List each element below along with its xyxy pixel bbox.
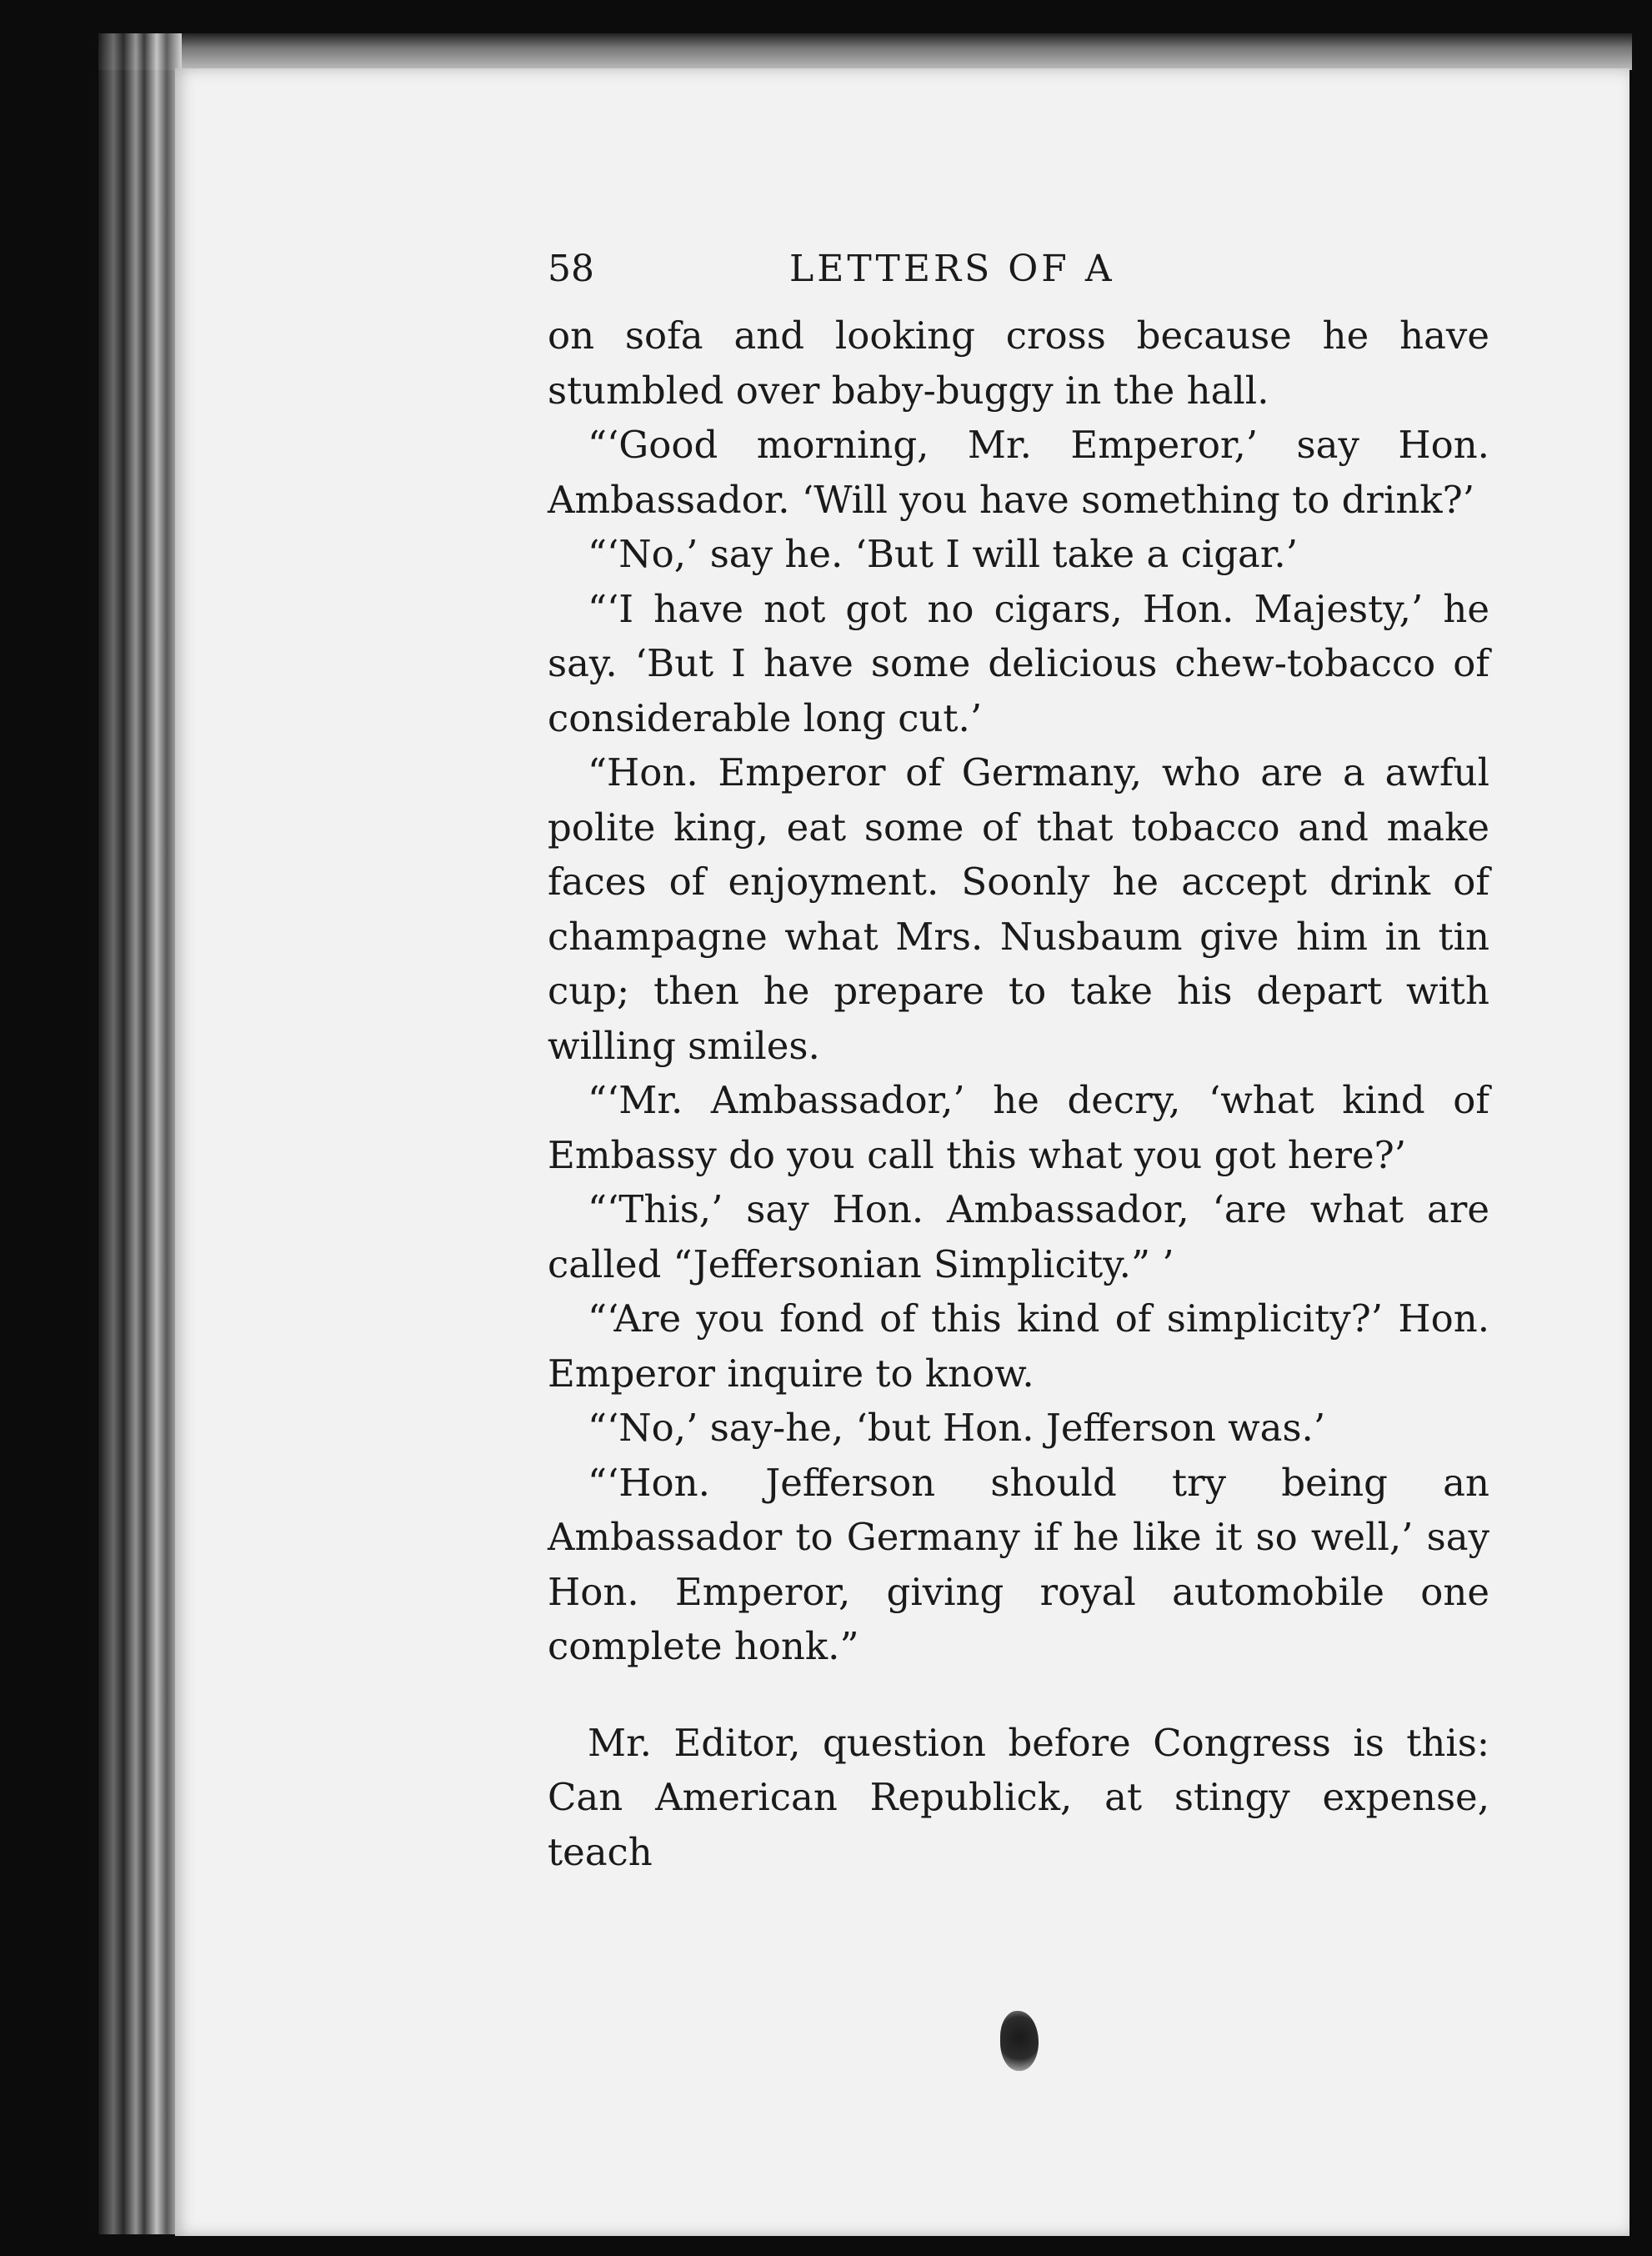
paragraph: “‘Good morning, Mr. Emperor,’ say Hon. Ambassador. ‘Will you have something to drink?’ [548,423,1489,522]
paragraph: “‘I have not got no cigars, Hon. Majesty,’ he say. ‘But I have some delicious chew-tobacco of considerable long cut.’ [548,586,1489,740]
paragraph: “Hon. Emperor of Germany, who are a awful polite king, eat some of that tobacco and make faces of enjoyment. Soonly he accept drink of champagne what Mrs. Nusbaum give him in tin cup; then he prepare to take his depart with willing smiles. [548,750,1489,1068]
paragraph: Mr. Editor, question before Congress is this: Can American Republick, at stingy expense, teach [548,1720,1489,1874]
page-text-block [548,242,1489,1879]
page-number: 58 [548,248,594,290]
ink-blot [1000,2011,1039,2071]
book-binding-edge [98,33,182,2234]
page-body [548,308,1489,1879]
paragraph: on sofa and looking cross because he have stumbled over baby-buggy in the hall. [548,313,1489,413]
paragraph: “‘Hon. Jefferson should try being an Ambassador to Germany if he like it so well,’ say Hon. Emperor, giving royal automobile one complete honk.” [548,1460,1489,1668]
paragraph: “‘This,’ say Hon. Ambassador, ‘are what are called “Jeffersonian Simplicity.” ’ [548,1187,1489,1286]
running-head: LETTERS OF A [789,248,1115,290]
page-header [548,242,1489,308]
paragraph: “‘No,’ say he. ‘But I will take a cigar.’ [588,532,1299,576]
paragraph: “‘Mr. Ambassador,’ he decry, ‘what kind of Embassy do you call this what you got here?’ [548,1078,1489,1177]
paragraph: “‘No,’ say-he, ‘but Hon. Jefferson was.’ [588,1406,1326,1450]
book-top-edge [98,33,1632,70]
paragraph: “‘Are you fond of this kind of simplicity?’ Hon. Emperor inquire to know. [548,1296,1489,1396]
